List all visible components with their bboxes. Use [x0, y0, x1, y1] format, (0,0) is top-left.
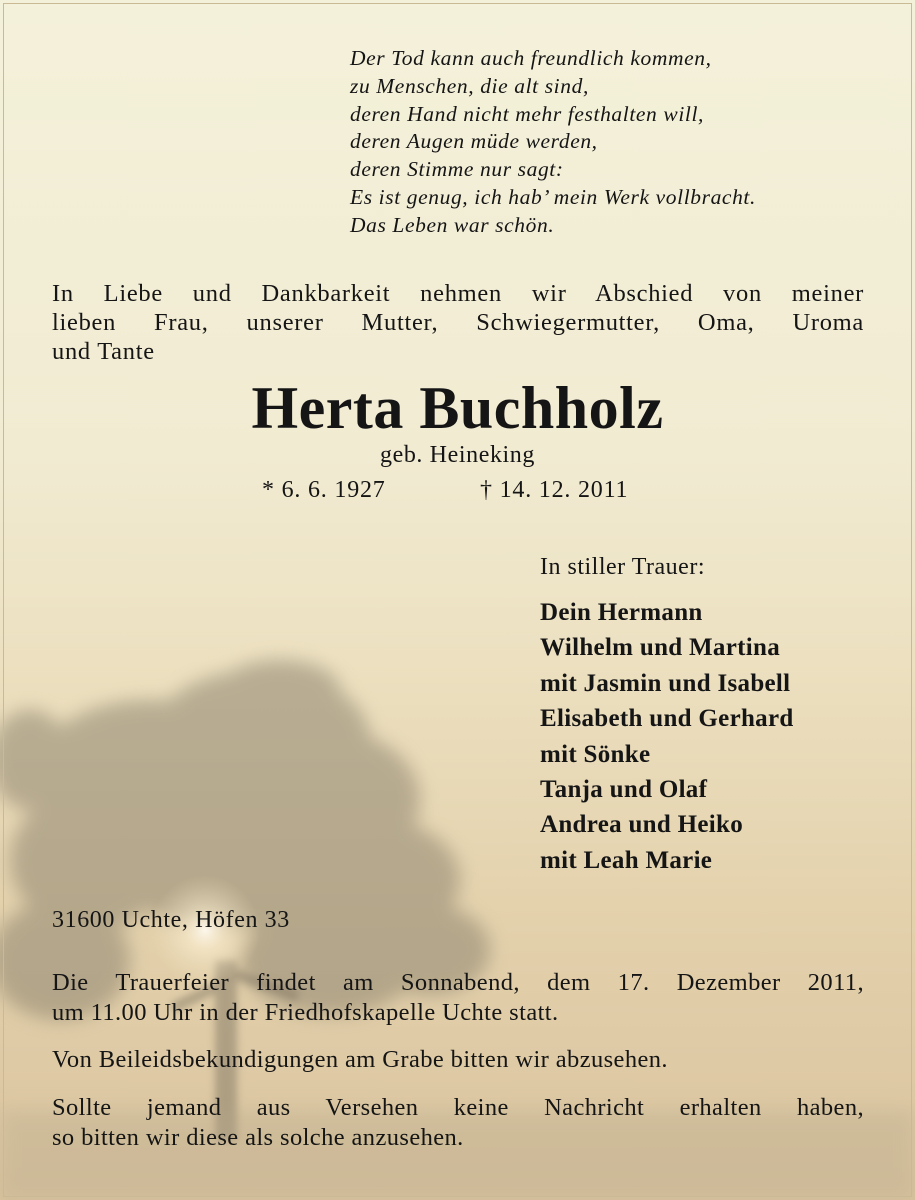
- mourner-name: Dein Hermann: [540, 599, 703, 626]
- poem-line: deren Augen müde werden,: [350, 129, 598, 154]
- family-address: 31600 Uchte, Höfen 33: [52, 907, 290, 933]
- mourner-name: Wilhelm und Martina: [540, 634, 780, 662]
- mourners-heading: In stiller Trauer:: [540, 554, 705, 580]
- mourner-name: mit Jasmin und Isabell: [540, 669, 791, 697]
- mourner-name: mit Sönke: [540, 740, 651, 768]
- birth-date: * 6. 6. 1927: [262, 477, 386, 503]
- intro-line: lieben Frau, unserer Mutter, Schwiegermutter, Oma, Uroma: [52, 309, 864, 336]
- maiden-name: geb. Heineking: [379, 442, 536, 468]
- mourner-name: mit Leah Marie: [540, 846, 713, 874]
- farewell-intro: [52, 279, 864, 366]
- poem-line: zu Menschen, die alt sind,: [350, 73, 589, 98]
- mourner-name: Elisabeth und Gerhard: [540, 705, 794, 733]
- funeral-notice-line: um 11.00 Uhr in der Friedhofskapelle Uchte statt.: [52, 999, 559, 1026]
- poem-line: Der Tod kann auch freundlich kommen,: [350, 46, 712, 70]
- deceased-name: Herta Buchholz: [251, 375, 664, 441]
- mourner-name: Andrea und Heiko: [540, 811, 744, 839]
- poem-line: Es ist genug, ich hab’ mein Werk vollbracht.: [350, 184, 756, 209]
- condolence-notice-line: Von Beileidsbekundigungen am Grabe bitten wir abzusehen.: [52, 1046, 668, 1073]
- missing-notice: [52, 1093, 864, 1153]
- mourners-list: [540, 595, 794, 878]
- condolence-notice: [52, 1045, 864, 1075]
- missing-notice-line: so bitten wir diese als solche anzusehen.: [52, 1124, 464, 1151]
- poem-line: deren Stimme nur sagt:: [350, 157, 564, 182]
- death-date: † 14. 12. 2011: [480, 477, 629, 503]
- poem-line: Das Leben war schön.: [350, 212, 555, 237]
- mourner-name: Tanja und Olaf: [540, 776, 708, 804]
- poem-line: deren Hand nicht mehr festhalten will,: [350, 101, 705, 126]
- poem: [350, 45, 756, 240]
- intro-line: In Liebe und Dankbarkeit nehmen wir Abschied von meiner: [52, 280, 864, 307]
- funeral-notice-line: Die Trauerfeier findet am Sonnabend, dem 17. Dezember 2011,: [52, 969, 864, 996]
- missing-notice-line: Sollte jemand aus Versehen keine Nachricht erhalten haben,: [52, 1094, 864, 1121]
- funeral-notice: [52, 968, 864, 1028]
- intro-line: und Tante: [52, 338, 155, 365]
